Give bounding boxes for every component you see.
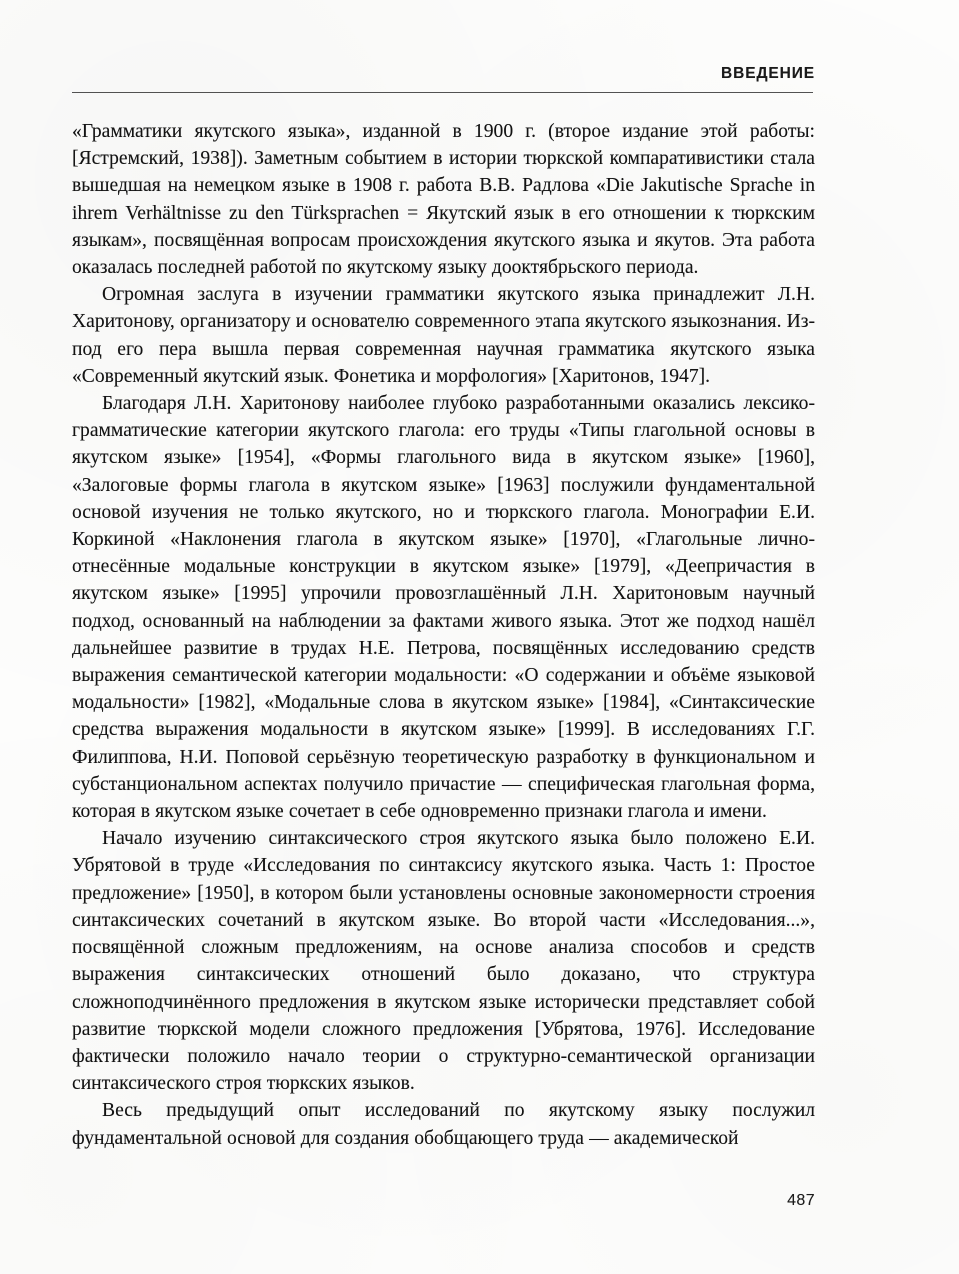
paragraph-syntax: Начало изучению синтаксического строя якутского языка было положено Е.И. Убрятовой в труде «Исследования по синтаксису якутского языка. Часть 1: Простое предложение» [1950], в котором были установлены основные закономерности строения синтаксических сочетаний в якутском языке. Во второй части «Исследования...», посвящённой сложным предложениям, на основе анализа способов и средств выражения синтаксических отношений было доказано, что структура сложноподчинённого предложения в якутском языке исторически представляет собой развитие тюркской модели сложного предложения [Убрятова, 1976]. Исследование фактически положило начало теории о структурно-семантической организации синтаксического строя тюркских языков.: [72, 828, 815, 1095]
running-head-title: ВВЕДЕНИЕ: [721, 65, 815, 82]
paragraph-continued: «Грамматики якутского языка», изданной в 1900 г. (второе издание этой работы: [Ястремский, 1938]). Заметным событием в истории тюркской компаративистики стала вышедшая на немецком языке в 1908 г. работа В.В. Радлова «Die Jakutische Sprache in ihrem Verhältnisse zu den Türksprachen = Якутский язык в его отношении к тюркским языкам», посвящённая вопросам происхождения якутского языка и якутов. Эта работа оказалась последней работой по якутскому языку дооктябрьского периода.: [72, 121, 815, 279]
paragraph-kharitonov: Огромная заслуга в изучении грамматики якутского языка принадлежит Л.Н. Харитонову, организатору и основателю современного этапа якутского языкознания. Из-под его пера вышла первая современная научная грамматика якутского языка «Современный якутский язык. Фонетика и морфология» [Харитонов, 1947].: [72, 284, 815, 387]
page-footer: [72, 1192, 815, 1210]
body-text-block: [72, 118, 815, 1152]
paragraph-verb-categories: Благодаря Л.Н. Харитонову наиболее глубоко разработанными оказались лексико-грамматические категории якутского глагола: его труды «Типы глагольной основы в якутском языке» [1954], «Формы глагольного вида в якутском языке» [1960], «Залоговые формы глагола в якутском языке» [1963] послужили фундаментальной основой изучения не только якутского, но и тюркского глагола. Монографии Е.И. Коркиной «Наклонения глагола в якутском языке» [1970], «Глагольные лично-отнесённые модальные конструкции в якутском языке» [1979], «Деепричастия в якутском языке» [1995] упрочили провозглашённый Л.Н. Харитоновым научный подход, основанный на наблюдении за фактами живого языка. Этот же подход нашёл дальнейшее развитие в трудах Н.Е. Петрова, посвящённых исследованию средств выражения семантической категории модальности: «О содержании и объёме языковой модальности» [1982], «Модальные слова в якутском языке» [1984], «Синтаксические средства выражения модальности в якутском языке» [1999]. В исследованиях Г.Г. Филиппова, Н.И. Поповой серьёзную теоретическую разработку в функциональном и субстанциональном аспектах получило причастие — специфическая глагольная форма, которая в якутском языке сочетает в себе одновременно признаки глагола и имени.: [72, 393, 815, 823]
running-head: [72, 64, 815, 86]
paragraph-academic-work: Весь предыдущий опыт исследований по якутскому языку послужил фундаментальной основой для создания обобщающего труда — академической: [72, 1100, 815, 1149]
header-rule: [72, 92, 813, 93]
page-number: 487: [787, 1192, 815, 1209]
